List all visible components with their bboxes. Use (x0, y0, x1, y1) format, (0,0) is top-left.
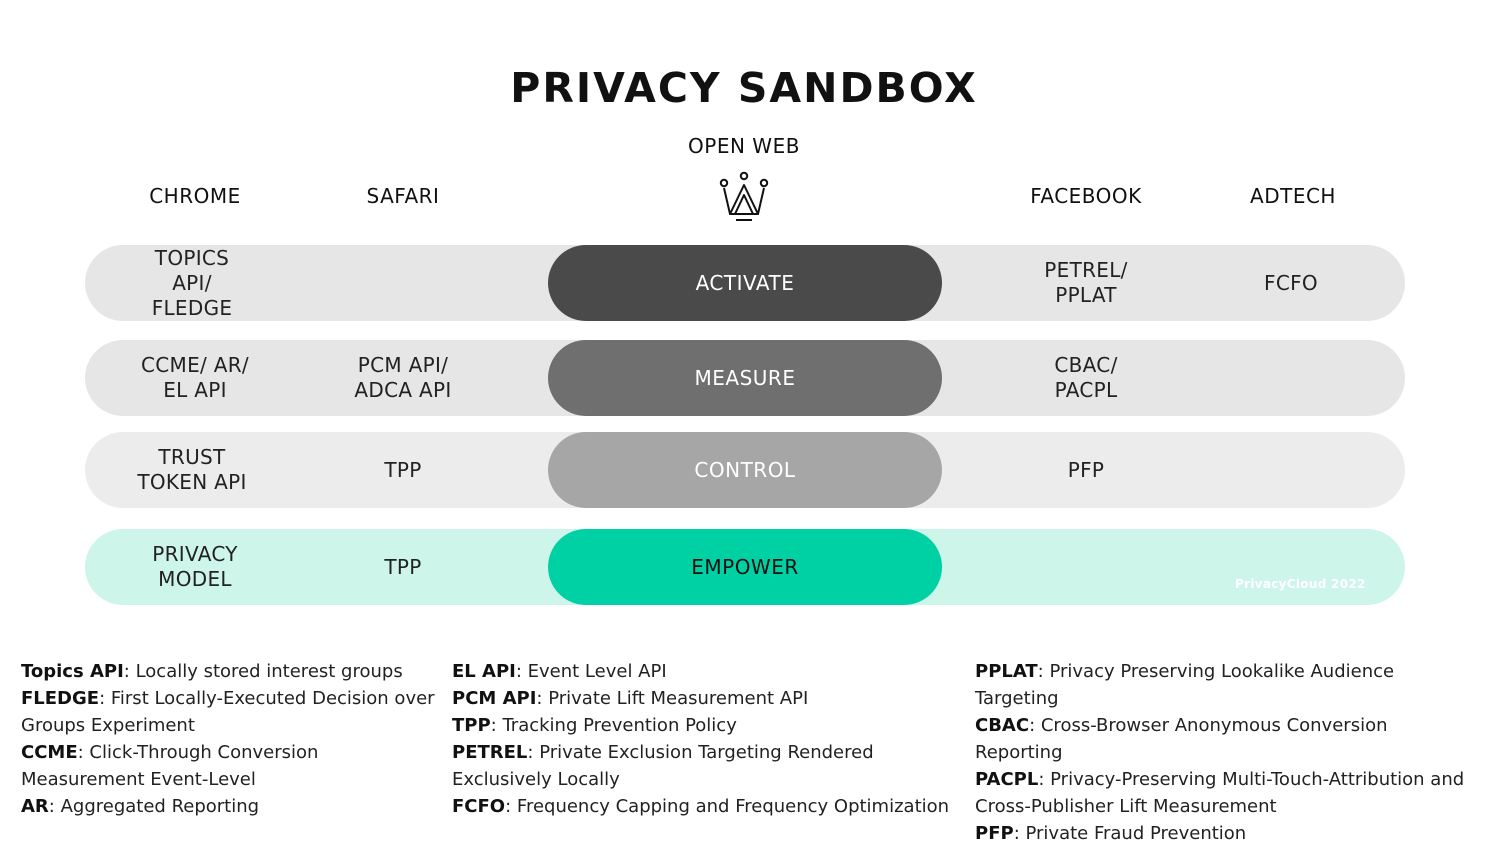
legend-definition: : Frequency Capping and Frequency Optimization (505, 796, 950, 817)
cell-line: PPLAT (1055, 283, 1117, 307)
cell-activate-adtech (1181, 245, 1401, 321)
cell-line: EL API (163, 378, 227, 402)
legend-entry (452, 793, 967, 820)
cell-line: CBAC/ (1054, 353, 1118, 377)
pill-empower (548, 529, 942, 605)
legend-entry (21, 658, 446, 685)
pill-control (548, 432, 942, 508)
legend-term: PPLAT (975, 661, 1038, 682)
legend-term: FCFO (452, 796, 506, 817)
cell-activate-facebook (976, 245, 1196, 321)
legend-definition: : Private Exclusion Targeting Rendered Exclusively Locally (452, 742, 874, 790)
legend-entry (452, 712, 967, 739)
legend-entry (975, 712, 1475, 766)
legend-term: FLEDGE (21, 688, 100, 709)
legend-entry (975, 658, 1475, 712)
legend-term: AR (21, 796, 49, 817)
pill-measure (548, 340, 942, 416)
cell-line: FCFO (1264, 270, 1318, 295)
pill-activate (548, 245, 942, 321)
legend-term: TPP (452, 715, 491, 736)
crown-icon (714, 171, 774, 223)
cell-control-chrome (82, 432, 302, 508)
watermark: PrivacyCloud 2022 (1235, 577, 1366, 591)
legend-definition: : First Locally-Executed Decision over Groups Experiment (21, 688, 435, 736)
legend-term: PETREL (452, 742, 528, 763)
pill-label: MEASURE (694, 366, 796, 390)
legend-entry (975, 820, 1475, 847)
cell-line: API/ (172, 270, 212, 295)
legend-term: EL API (452, 661, 516, 682)
cell-empower-chrome (85, 529, 305, 605)
legend-term: Topics API (21, 661, 124, 682)
cell-line: CCME/ AR/ (141, 353, 249, 377)
pill-label: ACTIVATE (695, 271, 795, 295)
cell-measure-chrome (85, 340, 305, 416)
legend-entry (452, 739, 967, 793)
legend-definition: : Locally stored interest groups (123, 661, 403, 682)
cell-line: PCM API/ (357, 353, 449, 377)
legend-definition: : Tracking Prevention Policy (490, 715, 737, 736)
cell-line: PFP (1067, 457, 1105, 482)
legend-definition: : Click-Through Conversion Measurement Event-Level (21, 742, 319, 790)
legend-entry (452, 658, 967, 685)
cell-line: TPP (384, 554, 422, 579)
cell-line: ADCA API (354, 378, 452, 402)
legend-entry (21, 793, 446, 820)
cell-line: TOKEN API (137, 470, 247, 494)
cell-line: PRIVACY (152, 542, 238, 566)
cell-measure-facebook (976, 340, 1196, 416)
cell-line: FLEDGE (151, 295, 233, 320)
cell-line: PETREL/ (1044, 258, 1128, 282)
legend-definition: : Event Level API (515, 661, 667, 682)
legend-term: CBAC (975, 715, 1030, 736)
column-header-open-web: OPEN WEB (688, 134, 800, 158)
cell-line: TOPICS (154, 245, 230, 270)
legend-definition: : Private Fraud Prevention (1013, 823, 1247, 844)
cell-control-safari (293, 432, 513, 508)
cell-empower-safari (293, 529, 513, 605)
cell-line: TPP (384, 457, 422, 482)
legend-definition: : Aggregated Reporting (48, 796, 260, 817)
diagram-title: PRIVACY SANDBOX (510, 64, 978, 112)
legend-column-1 (21, 658, 446, 820)
legend-definition: : Privacy-Preserving Multi-Touch-Attribution and Cross-Publisher Lift Measurement (975, 769, 1465, 817)
legend-entry (21, 685, 446, 739)
pill-label: CONTROL (694, 458, 796, 482)
cell-control-facebook (976, 432, 1196, 508)
cell-line: PACPL (1054, 378, 1118, 402)
legend-term: PACPL (975, 769, 1039, 790)
cell-activate-chrome (82, 245, 302, 321)
cell-line: TRUST (158, 445, 226, 469)
column-header-facebook: FACEBOOK (1030, 184, 1142, 208)
legend-entry (975, 766, 1475, 820)
legend-column-2 (452, 658, 967, 820)
legend-term: PCM API (452, 688, 537, 709)
column-header-chrome: CHROME (149, 184, 241, 208)
column-header-safari: SAFARI (366, 184, 440, 208)
cell-measure-safari (293, 340, 513, 416)
pill-label: EMPOWER (691, 555, 799, 579)
legend-definition: : Private Lift Measurement API (536, 688, 809, 709)
legend-term: PFP (975, 823, 1014, 844)
legend-entry (21, 739, 446, 793)
cell-line: MODEL (158, 567, 232, 591)
legend-definition: : Privacy Preserving Lookalike Audience Targeting (975, 661, 1395, 709)
legend-column-3 (975, 658, 1475, 847)
column-header-adtech: ADTECH (1250, 184, 1336, 208)
legend-definition: : Cross-Browser Anonymous Conversion Reporting (975, 715, 1388, 763)
legend-entry (452, 685, 967, 712)
legend-term: CCME (21, 742, 78, 763)
